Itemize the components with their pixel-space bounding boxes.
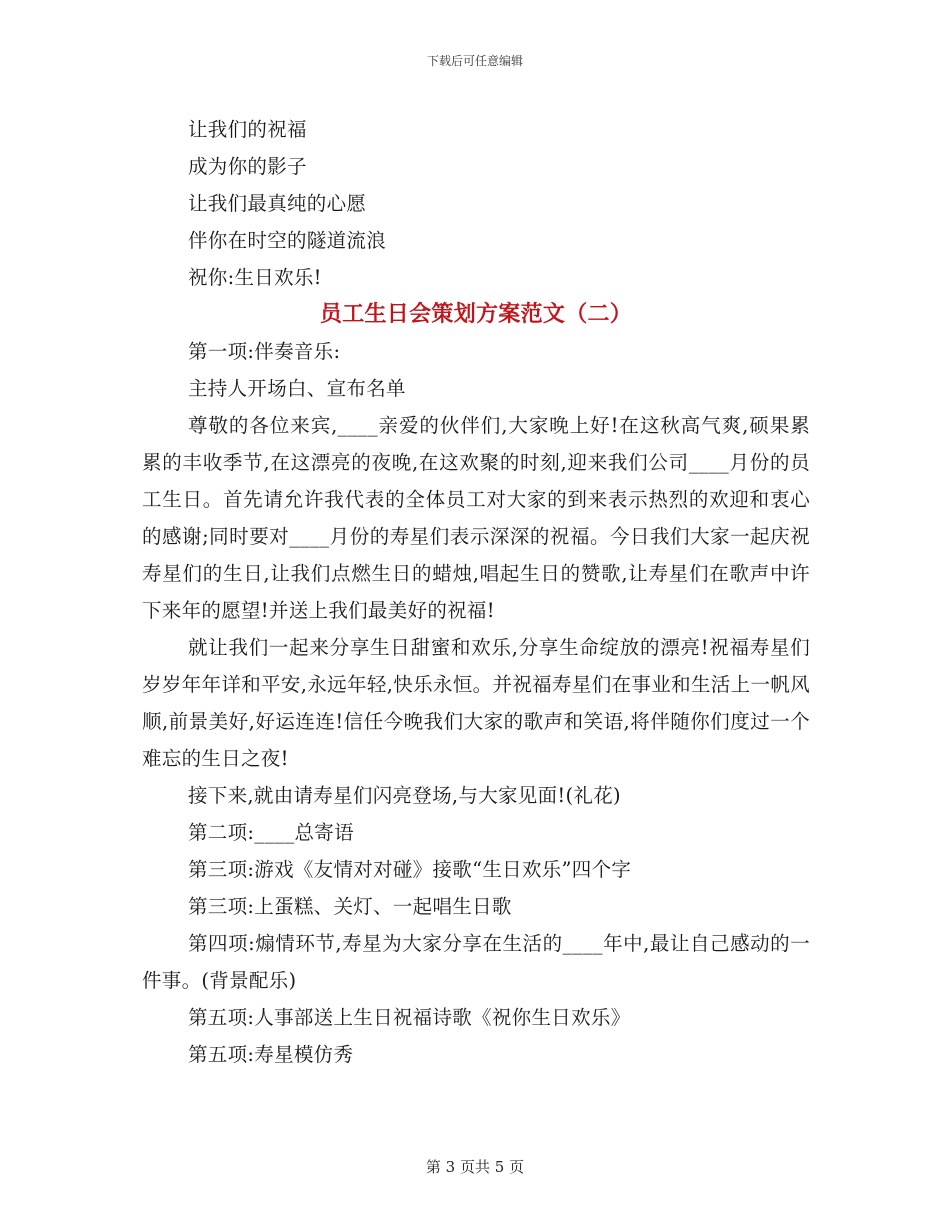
body-paragraph: 就让我们一起来分享生日甜蜜和欢乐,分享生命绽放的漂亮!祝福寿星们岁岁年年详和平安,永远年轻,快乐永恒。并祝福寿星们在事业和生活上一帆风顺,前景美好,好运连连!信任今晚我们大家的歌声和笑语,将伴随你们度过一个难忘的生日之夜! xyxy=(142,636,810,770)
document-body xyxy=(142,111,810,1073)
program-item: 第一项:伴奏音乐: xyxy=(188,340,341,363)
program-item: 第五项:人事部送上生日祝福诗歌《祝你生日欢乐》 xyxy=(188,1006,631,1029)
program-item: 接下来,就由请寿星们闪亮登场,与大家见面!(礼花) xyxy=(188,784,621,807)
section-title: 员工生日会策划方案范文（二） xyxy=(319,302,633,327)
poem-line: 伴你在时空的隧道流浪 xyxy=(188,229,387,252)
program-item-long: 第四项:煽情环节,寿星为大家分享在生活的____年中,最让自己感动的一件事。(背景配乐) xyxy=(142,932,810,992)
program-item: 第三项:上蛋糕、关灯、一起唱生日歌 xyxy=(188,895,512,918)
poem-line: 让我们最真纯的心愿 xyxy=(188,192,367,215)
body-paragraph: 尊敬的各位来宾,____亲爱的伙伴们,大家晚上好!在这秋高气爽,硕果累累的丰收季节,在这漂亮的夜晚,在这欢聚的时刻,迎来我们公司____月份的员工生日。首先请允许我代表的全体员工对大家的到来表示热烈的欢迎和衷心的感谢;同时要对____月份的寿星们表示深深的祝福。今日我们大家一起庆祝寿星们的生日,让我们点燃生日的蜡烛,唱起生日的赞歌,让寿星们在歌声中许下来年的愿望!并送上我们最美好的祝福! xyxy=(142,414,810,622)
program-item: 第五项:寿星模仿秀 xyxy=(188,1043,354,1066)
program-item: 主持人开场白、宣布名单 xyxy=(188,377,406,400)
poem-line: 成为你的影子 xyxy=(188,155,307,178)
poem-line: 让我们的祝福 xyxy=(188,118,307,141)
program-item: 第三项:游戏《友情对对碰》接歌“生日欢乐”四个字 xyxy=(188,858,632,881)
program-item: 第二项:____总寄语 xyxy=(188,821,354,844)
page-footer: 第 3 页共 5 页 xyxy=(425,1158,525,1176)
page-header: 下载后可任意编辑 xyxy=(426,54,523,68)
poem-line: 祝你:生日欢乐! xyxy=(188,266,322,289)
